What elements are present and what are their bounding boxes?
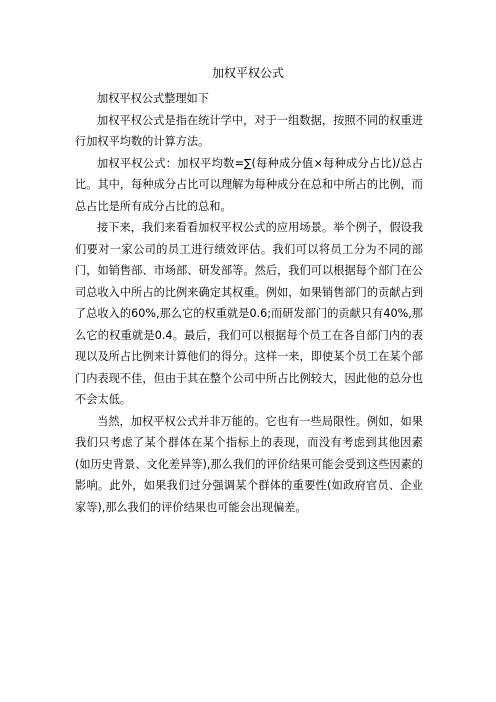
paragraph-definition: 加权平权公式是指在统计学中，对于一组数据，按照不同的权重进行加权平均数的计算方法。 <box>75 113 423 148</box>
paragraph-application: 接下来，我们来看看加权平权公式的应用场景。举个例子，假设我们要对一家公司的员工进行绩效评估。我们可以将员工分为不同的部门，如销售部、市场部、研发部等。然后，我们可以根据每个部门在公司总收入中所占的比例来确定其权重。例如，如果销售部门的贡献占到了总收入的60%,那么它的权重就是0.6;而研发部门的贡献只有40%,那么它的权重就是0.4。最后，我们可以根据每个员工在各自部门内的表现以及所占比例来计算他们的得分。这样一来，即使某个员工在某个部门内表现不佳，但由于其在整个公司中所占比例较大，因此他的总分也不会太低。 <box>75 221 423 406</box>
paragraph-intro: 加权平权公式整理如下 <box>97 92 209 105</box>
paragraph-limitations: 当然，加权平权公式并非万能的。它也有一些局限性。例如，如果我们只考虑了某个群体在某个指标上的表现，而没有考虑到其他因素(如历史背景、文化差异等),那么我们的评价结果可能会受到这些因素的影响。此外，如果我们过分强调某个群体的重要性(如政府官员、企业家等),那么我们的评价结果也可能会出现偏差。 <box>75 414 423 514</box>
document-body <box>75 88 423 518</box>
document-title: 加权平权公式 <box>211 66 284 80</box>
paragraph-formula: 加权平权公式：加权平均数=∑(每种成分值×每种成分占比)/总占比。其中，每种成分占比可以理解为每种成分在总和中所占的比例，而总占比是所有成分占比的总和。 <box>75 156 423 213</box>
